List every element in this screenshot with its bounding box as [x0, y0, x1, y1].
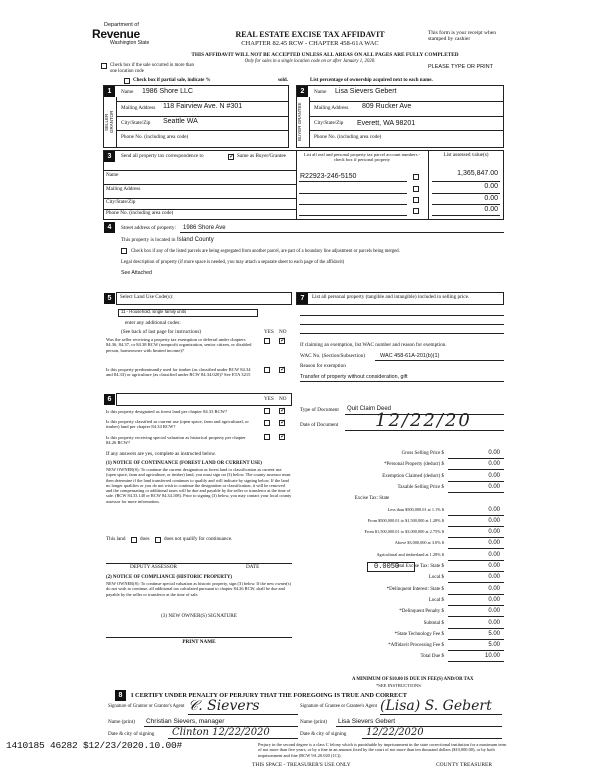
buyer-mailing-label: Mailing Address — [314, 105, 349, 111]
wac-label: WAC No. (Section/Subsection) — [300, 353, 365, 359]
s6-yes: YES — [264, 396, 274, 402]
personal-property-checkbox-2[interactable] — [413, 186, 419, 192]
does-not-checkbox[interactable] — [155, 537, 161, 543]
dor-logo — [92, 22, 172, 52]
calc-row-line — [448, 458, 504, 459]
calc-row-line — [448, 571, 504, 572]
calc-row-value: 0.00 — [488, 529, 500, 536]
grantor-date-label: Date & city of signing — [108, 731, 155, 737]
form-chapter: CHAPTER 82.45 RCW - CHAPTER 458-61A WAC — [241, 40, 379, 47]
calc-row-line — [448, 605, 504, 606]
land-use-title: Select Land Use Code(s): — [120, 294, 174, 300]
same-as-buyer-label: Same as Buyer/Grantee — [237, 153, 286, 159]
calc-row-line — [448, 548, 504, 549]
s6-q3-yes[interactable] — [264, 434, 270, 440]
multi-location-label: Check box if the sale occurred in more than one location code — [110, 63, 194, 74]
s6-no: NO — [279, 396, 287, 402]
logo-state: Washington State — [110, 40, 150, 47]
assessed-value-4: 0.00 — [484, 206, 498, 213]
section-5-marker: 5 — [104, 293, 115, 304]
print-name-label: PRINT NAME — [182, 639, 216, 645]
calc-row-label: *Affidavit Processing Fee $ — [388, 643, 444, 649]
calc-row-value: 0.00 — [488, 517, 500, 524]
calc-row-value: 0.00 — [488, 563, 500, 569]
calc-row-value: 5.00 — [488, 642, 500, 649]
s5-q2-no[interactable] — [279, 367, 285, 373]
calc-row-line — [448, 594, 504, 595]
parcel-number: R22923-246-5150 — [300, 173, 357, 180]
grantee-date-label: Date & city of signing — [300, 731, 347, 737]
ncp-text: NEW OWNER(S): To continue special valuation as historic property, sign (3) below. If the new owner(s) do not wish to continue, all additional tax calculated pursuant to chapter 84.26 RCW, shall be due and payable by the seller or transferor at the time of sale. — [106, 581, 291, 597]
calc-row-value: 0.00 — [488, 472, 500, 479]
calc-row-line — [448, 582, 504, 583]
same-as-buyer-checkbox[interactable] — [228, 154, 234, 160]
logo-word: Revenue — [92, 27, 140, 42]
grantee-signature: (Lisa) S. Gebert — [380, 698, 492, 714]
wac-value: WAC 458-61A-201(b)(1) — [380, 353, 440, 359]
s6-q3: Is this property receiving special valuation as historical property per chapter 84.26 RCW? — [106, 435, 246, 446]
calc-row-value: 0.00 — [488, 585, 500, 592]
multi-location-checkbox[interactable] — [101, 63, 107, 69]
partial-sale-checkbox[interactable] — [124, 78, 130, 84]
this-land-label: This land — [106, 536, 126, 542]
nc-title: (1) NOTICE OF CONTINUANCE (FOREST LAND OR CURRENT USE) — [106, 461, 262, 466]
calc-row-value: 0.00 — [488, 461, 500, 468]
calc-row-label: Less than $500,000.01 at 1.1% $ — [387, 506, 444, 512]
reason-value: Transfer of property without consideration, gift — [300, 374, 408, 380]
calc-row-line — [448, 650, 504, 651]
section-1-marker: 1 — [104, 86, 115, 97]
s5-q1: Was the seller receiving a property tax exemption or deferral under chapters 84.36, 84.37, or 84.38 RCW (nonprofit organization, senior citizen, or disabled person, homeowner with limited income)? — [106, 337, 252, 353]
certify-line: I CERTIFY UNDER PENALTY OF PERJURY THAT THE FOREGOING IS TRUE AND CORRECT — [131, 692, 407, 699]
street-label: Street address of property: — [121, 225, 176, 231]
buyer-name-label: Name — [314, 89, 327, 95]
s3-phone-label: Phone No. (including area code) — [106, 210, 174, 216]
section-3-marker: 3 — [104, 151, 115, 162]
calc-row-value: 0.00 — [488, 596, 500, 603]
calc-row-line — [448, 481, 504, 482]
treasurer-space: THIS SPACE - TREASURER'S USE ONLY — [252, 762, 351, 768]
calc-row-label: Local $ — [428, 575, 444, 581]
buyer-city-value: Everett, WA 98201 — [357, 120, 416, 127]
receipt-note: This form is your receipt when stamped by cashier — [428, 30, 496, 43]
calc-row-label: From $1,500,000.01 to $3,000,000 at 2.75% $ — [364, 529, 444, 535]
s5-q1-no[interactable] — [279, 338, 285, 344]
see-instructions: *SEE INSTRUCTIONS — [376, 683, 421, 688]
assessed-value-3: 0.00 — [484, 195, 498, 202]
county-treasurer: COUNTY TREASURER — [436, 762, 493, 768]
if-any-yes: If any answers are yes, complete as instructed below. — [106, 451, 217, 457]
calc-row-value: 0.00 — [488, 450, 500, 456]
calc-row-line — [448, 661, 504, 662]
calc-row-label: *State Technology Fee $ — [394, 631, 444, 637]
send-correspondence-label: Send all property tax correspondence to — [121, 153, 204, 159]
calc-row-line — [448, 515, 504, 516]
s3-name-label: Name — [106, 172, 119, 178]
doc-date-value: 12/22/20 — [375, 410, 472, 431]
calc-row-label: Total Due $ — [420, 654, 444, 660]
seller-city-value: Seattle WA — [163, 118, 198, 125]
type-print: PLEASE TYPE OR PRINT — [428, 64, 494, 70]
s5-yes: YES — [264, 329, 274, 335]
s6-q2-yes[interactable] — [264, 420, 270, 426]
calc-row-label: Total Excise Tax: State $ — [394, 564, 444, 569]
does-not-label: does not qualify for continuance. — [164, 536, 233, 542]
calc-row-value: 0.00 — [488, 619, 500, 626]
grantee-name-label: Name (print) — [300, 719, 327, 725]
cashier-stamp: 1410185 46282 $12/23/2020.10.00# — [6, 740, 183, 751]
s5-q2: Is this property predominantly used for timber (as classified under RCW 84.34 and 84.33) or agriculture (as classified under RCW 84.34.020)? See ETA 3215 — [106, 367, 251, 378]
new-owner-sig-label: (3) NEW OWNER(S) SIGNATURE — [161, 613, 237, 619]
calc-row-line — [448, 616, 504, 617]
section-2-marker: 2 — [297, 86, 308, 97]
grantor-name: Christian Sievers, manager — [146, 718, 225, 725]
deputy-assessor-label: DEPUTY ASSESSOR — [130, 564, 177, 570]
partial-sale-label: Check box if partial sale, indicate % — [133, 78, 211, 83]
seller-side-label: SELLER GRANTOR — [104, 110, 115, 134]
assessed-value-1: 1,365,847.00 — [457, 170, 498, 177]
calc-row-value: 0.00 — [488, 551, 500, 558]
calc-row-label: Gross Selling Price $ — [401, 451, 444, 456]
form-title: REAL ESTATE EXCISE TAX AFFIDAVIT — [235, 30, 385, 39]
legal-value: See Attached — [121, 270, 152, 276]
county-value: Island County — [177, 237, 214, 243]
buyer-name-value: Lisa Sievers Gebert — [335, 88, 397, 95]
does-label: does — [140, 536, 150, 542]
s5-no: NO — [279, 329, 287, 335]
seller-city-label: City/State/Zip — [121, 120, 151, 126]
calc-row-value: 10.00 — [484, 653, 500, 660]
land-use-code: 11 - Household, single family units — [121, 309, 187, 314]
calc-row-label: From $500,000.01 to $1,500,000 at 1.28% $ — [367, 517, 444, 523]
calc-row-label: Local $ — [428, 597, 444, 603]
does-checkbox[interactable] — [131, 537, 137, 543]
reason-label: Reason for exemption — [300, 363, 346, 369]
grantee-date: 12/22/2020 — [366, 727, 424, 738]
buyer-side-label: BUYER GRANTEE — [297, 102, 302, 142]
located-label: This property is located in — [121, 237, 176, 243]
dept-line: Department of — [104, 22, 139, 28]
calc-row-value: 0.00 — [488, 483, 500, 490]
calc-row-label: Exemption Claimed (deduct) $ — [382, 473, 444, 479]
doc-date-label: Date of Document — [300, 422, 339, 428]
additional-codes-label: enter any additional codes: — [125, 320, 181, 326]
s6-q2: Is this property classified as current use (open space, farm and agricultural, or timber) land per chapter 84.34 RCW? — [106, 419, 249, 430]
deputy-date-label: DATE — [246, 564, 260, 570]
s3-city-label: City/State/Zip — [106, 199, 136, 205]
calc-row-value: 5.00 — [488, 630, 500, 637]
s6-q1-no[interactable] — [279, 408, 285, 414]
only-for-line: Only for sales in a single location code on or after January 1, 2020. — [244, 59, 376, 64]
calc-row-value: 0.00 — [488, 574, 500, 581]
s6-q2-no[interactable] — [279, 420, 285, 426]
s5-q2-yes[interactable] — [264, 367, 270, 373]
grantee-sig-label: Signature of Grantee or Grantee's Agent — [300, 704, 377, 709]
seller-mailing-label: Mailing Address — [121, 105, 156, 111]
assessed-label: List assessed value(s) — [443, 152, 489, 158]
calc-row-line — [448, 492, 504, 493]
s3-mailing-label: Mailing Address — [106, 186, 141, 192]
segregated-label: Check box if any of the listed parcels are being segregated from another parcel, are part of a boundary line adjustment or parcels being merged. — [131, 249, 400, 254]
doc-type-value: Quit Claim Deed — [347, 406, 392, 412]
s6-q1: Is this property designated as forest land per chapter 84.33 RCW? — [106, 409, 228, 414]
s6-q1-yes[interactable] — [264, 408, 270, 414]
calc-row-label: *Personal Property (deduct) $ — [384, 462, 444, 468]
calc-row-label: Above $3,000,000 at 3.0% $ — [394, 540, 444, 546]
calc-row-label: Agricultural and timberland at 1.28% $ — [376, 551, 444, 557]
doc-type-label: Type of Document — [300, 407, 339, 413]
perjury-note: Perjury in the second degree is a class C felony which is punishable by imprisonment in the state correctional institution for a maximum term of not more than five years, or by a fine in an amount fixed by the court of not more than ten thousand dollars ($10,000.00), or by both imprisonment and fine (RCW 9A.20.020 (1C)). — [258, 742, 507, 758]
calc-row-label: Subtotal $ — [423, 620, 444, 626]
section-4-marker: 4 — [104, 222, 115, 233]
buyer-mailing-value: 809 Rucker Ave — [362, 103, 412, 110]
section-6-marker: 6 — [104, 394, 115, 405]
seller-phone-label: Phone No. (including area code) — [121, 134, 189, 140]
warning-line: THIS AFFIDAVIT WILL NOT BE ACCEPTED UNLESS ALL AREAS ON ALL PAGES ARE FULLY COMPLETED — [191, 52, 459, 58]
legal-label: Legal description of property (if more space is needed, you may attach a separate sheet to each page of the affidavit) — [121, 260, 345, 265]
calc-row-value: 0.00 — [488, 608, 500, 615]
calc-row-line — [448, 560, 504, 561]
list-pct-label: List percentage of ownership acquired next to each name. — [310, 78, 433, 83]
personal-property-checkbox-4[interactable] — [413, 208, 419, 214]
calc-row-line — [448, 526, 504, 527]
assessed-value-2: 0.00 — [484, 183, 498, 190]
section-8-marker: 8 — [115, 690, 126, 701]
s6-q3-no[interactable] — [279, 434, 285, 440]
section-7-marker: 7 — [297, 293, 308, 304]
grantor-date: Clinton 12/22/2020 — [172, 727, 270, 738]
calc-row-line — [448, 537, 504, 538]
calc-row-value: 0.00 — [488, 540, 500, 547]
local-rate: 0.0050 — [374, 563, 400, 571]
s5-q1-yes[interactable] — [264, 338, 270, 344]
calc-row-label: Excise Tax: State — [354, 496, 390, 502]
s7-title: List all personal property (tangible and intangible) included in selling price. — [312, 294, 470, 300]
nc-text: NEW OWNER(S): To continue the current designation as forest land or classification as current use (open space, farm and agriculture, or timber) land, you must sign on (3) below. The county assessor must then determine if the land transferred continues to qualify and will indicate by signing below. If the land no longer qualifies or you do not wish to continue the designation or classification, it will be removed and the compensating or additional taxes will be due and payable by the seller or transferor at the time of sale. (RCW 84.33.140 or RCW 84.34.108). Prior to signing (3) below, you may contact your local county assessor for more information. — [106, 467, 292, 504]
sold-label: sold. — [278, 78, 288, 83]
grantor-signature: 𝒞. Sievers — [188, 698, 260, 714]
calc-row-label: *Delinquent Penalty $ — [399, 609, 444, 615]
buyer-phone-label: Phone No. (including area code) — [314, 134, 382, 140]
ncp-title: (2) NOTICE OF COMPLIANCE (HISTORIC PROPERTY) — [106, 575, 233, 580]
personal-property-checkbox-1[interactable] — [413, 174, 419, 180]
personal-property-checkbox-3[interactable] — [413, 197, 419, 203]
list-parcels-label: List all real and personal property tax parcel account numbers - check box if personal property — [303, 152, 421, 163]
calc-row-line — [448, 469, 504, 470]
minimum-note: A MINIMUM OF $10.00 IS DUE IN FEE(S) AND/OR TAX — [352, 677, 474, 682]
calc-row-line — [448, 639, 504, 640]
seller-name-label: Name — [121, 89, 134, 95]
seller-name-value: 1986 Shore LLC — [142, 88, 193, 95]
calc-row-label: Taxable Selling Price $ — [397, 484, 444, 490]
calc-row-line — [448, 628, 504, 629]
see-back-label: (See back of last page for instructions) — [121, 329, 202, 335]
calc-row-value: 0.00 — [488, 506, 500, 513]
seller-mailing-value: 118 Fairview Ave. N #301 — [163, 103, 243, 110]
grantor-sig-label: Signature of Grantor or Grantor's Agent — [108, 704, 185, 709]
buyer-city-label: City/State/Zip — [314, 120, 344, 126]
grantor-name-label: Name (print) — [108, 719, 135, 725]
grantee-name: Lisa Sievers Gebert — [338, 718, 396, 725]
calc-row-label: *Delinquent Interest: State $ — [386, 586, 444, 592]
segregated-checkbox[interactable] — [121, 248, 127, 254]
street-value: 1986 Shore Ave — [183, 225, 226, 231]
claiming-label: If claiming an exemption, list WAC number and reason for exemption. — [300, 342, 447, 348]
